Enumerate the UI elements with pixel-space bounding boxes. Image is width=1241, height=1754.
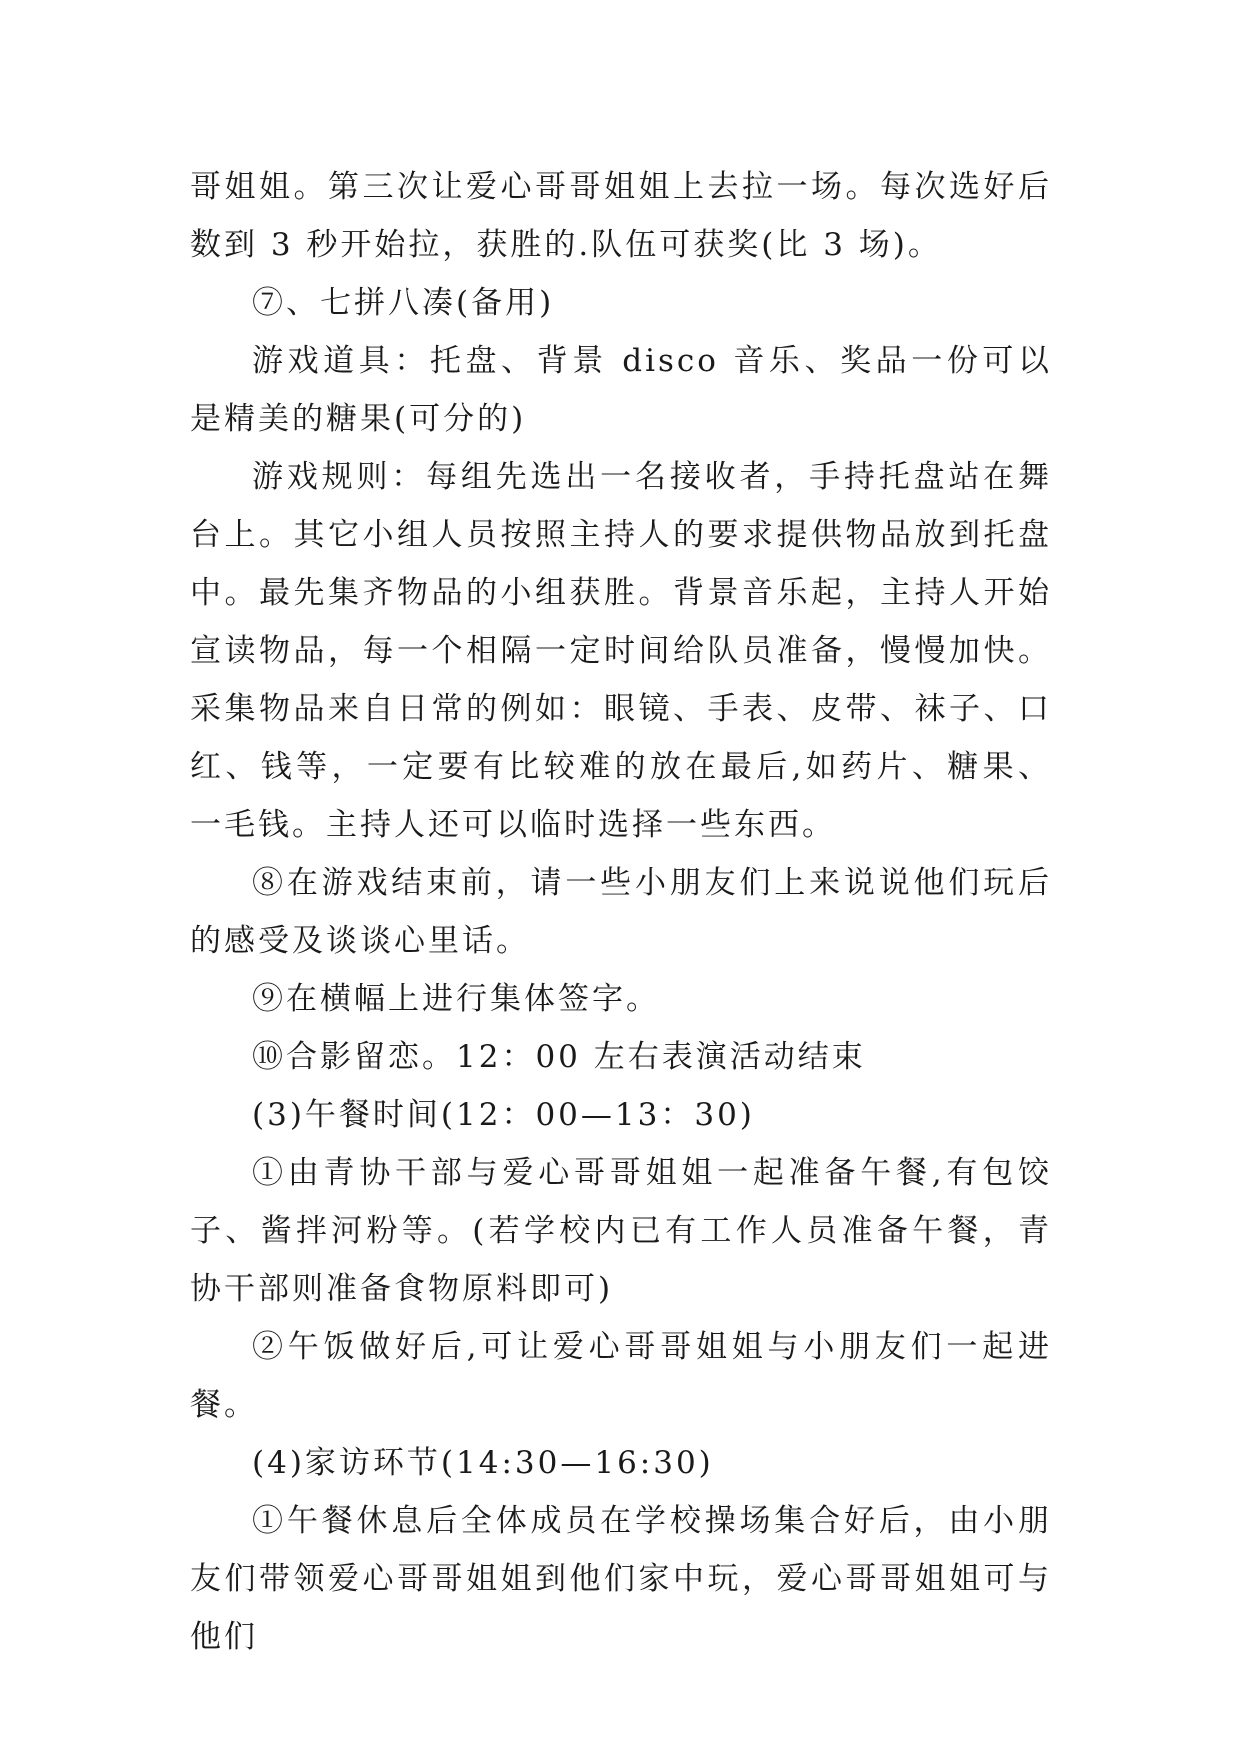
section-heading: ⑦、七拼八凑(备用) <box>252 285 555 321</box>
paragraph: ①由青协干部与爱心哥哥姐姐一起准备午餐,有包饺子、酱拌河粉等。(若学校内已有工作人员准备午餐，青协干部则准备食物原料即可) <box>190 1155 1052 1307</box>
paragraph: ⑨在横幅上进行集体签字。 <box>252 981 660 1017</box>
section-heading: (4)家访环节(14:30—16:30) <box>252 1445 714 1481</box>
paragraph: 哥姐姐。第三次让爱心哥哥姐姐上去拉一场。每次选好后数到 3 秒开始拉，获胜的.队伍可获奖(比 3 场)。 <box>190 169 1052 263</box>
paragraph: 游戏道具：托盘、背景 disco 音乐、奖品一份可以是精美的糖果(可分的) <box>190 343 1052 437</box>
paragraph: ⑧在游戏结束前，请一些小朋友们上来说说他们玩后的感受及谈谈心里话。 <box>190 865 1052 959</box>
document-page <box>190 158 1052 1666</box>
paragraph: ①午餐休息后全体成员在学校操场集合好后，由小朋友们带领爱心哥哥姐姐到他们家中玩，爱心哥哥姐姐可与他们 <box>190 1503 1052 1655</box>
paragraph: ⑩合影留恋。12：00 左右表演活动结束 <box>252 1039 866 1075</box>
paragraph: 游戏规则：每组先选出一名接收者，手持托盘站在舞台上。其它小组人员按照主持人的要求提供物品放到托盘中。最先集齐物品的小组获胜。背景音乐起，主持人开始宣读物品，每一个相隔一定时间给队员准备，慢慢加快。采集物品来自日常的例如：眼镜、手表、皮带、袜子、口红、钱等，一定要有比较难的放在最后,如药片、糖果、一毛钱。主持人还可以临时选择一些东西。 <box>190 459 1052 843</box>
section-heading: (3)午餐时间(12：00—13：30) <box>252 1097 755 1133</box>
paragraph: ②午饭做好后,可让爱心哥哥姐姐与小朋友们一起进餐。 <box>190 1329 1052 1423</box>
